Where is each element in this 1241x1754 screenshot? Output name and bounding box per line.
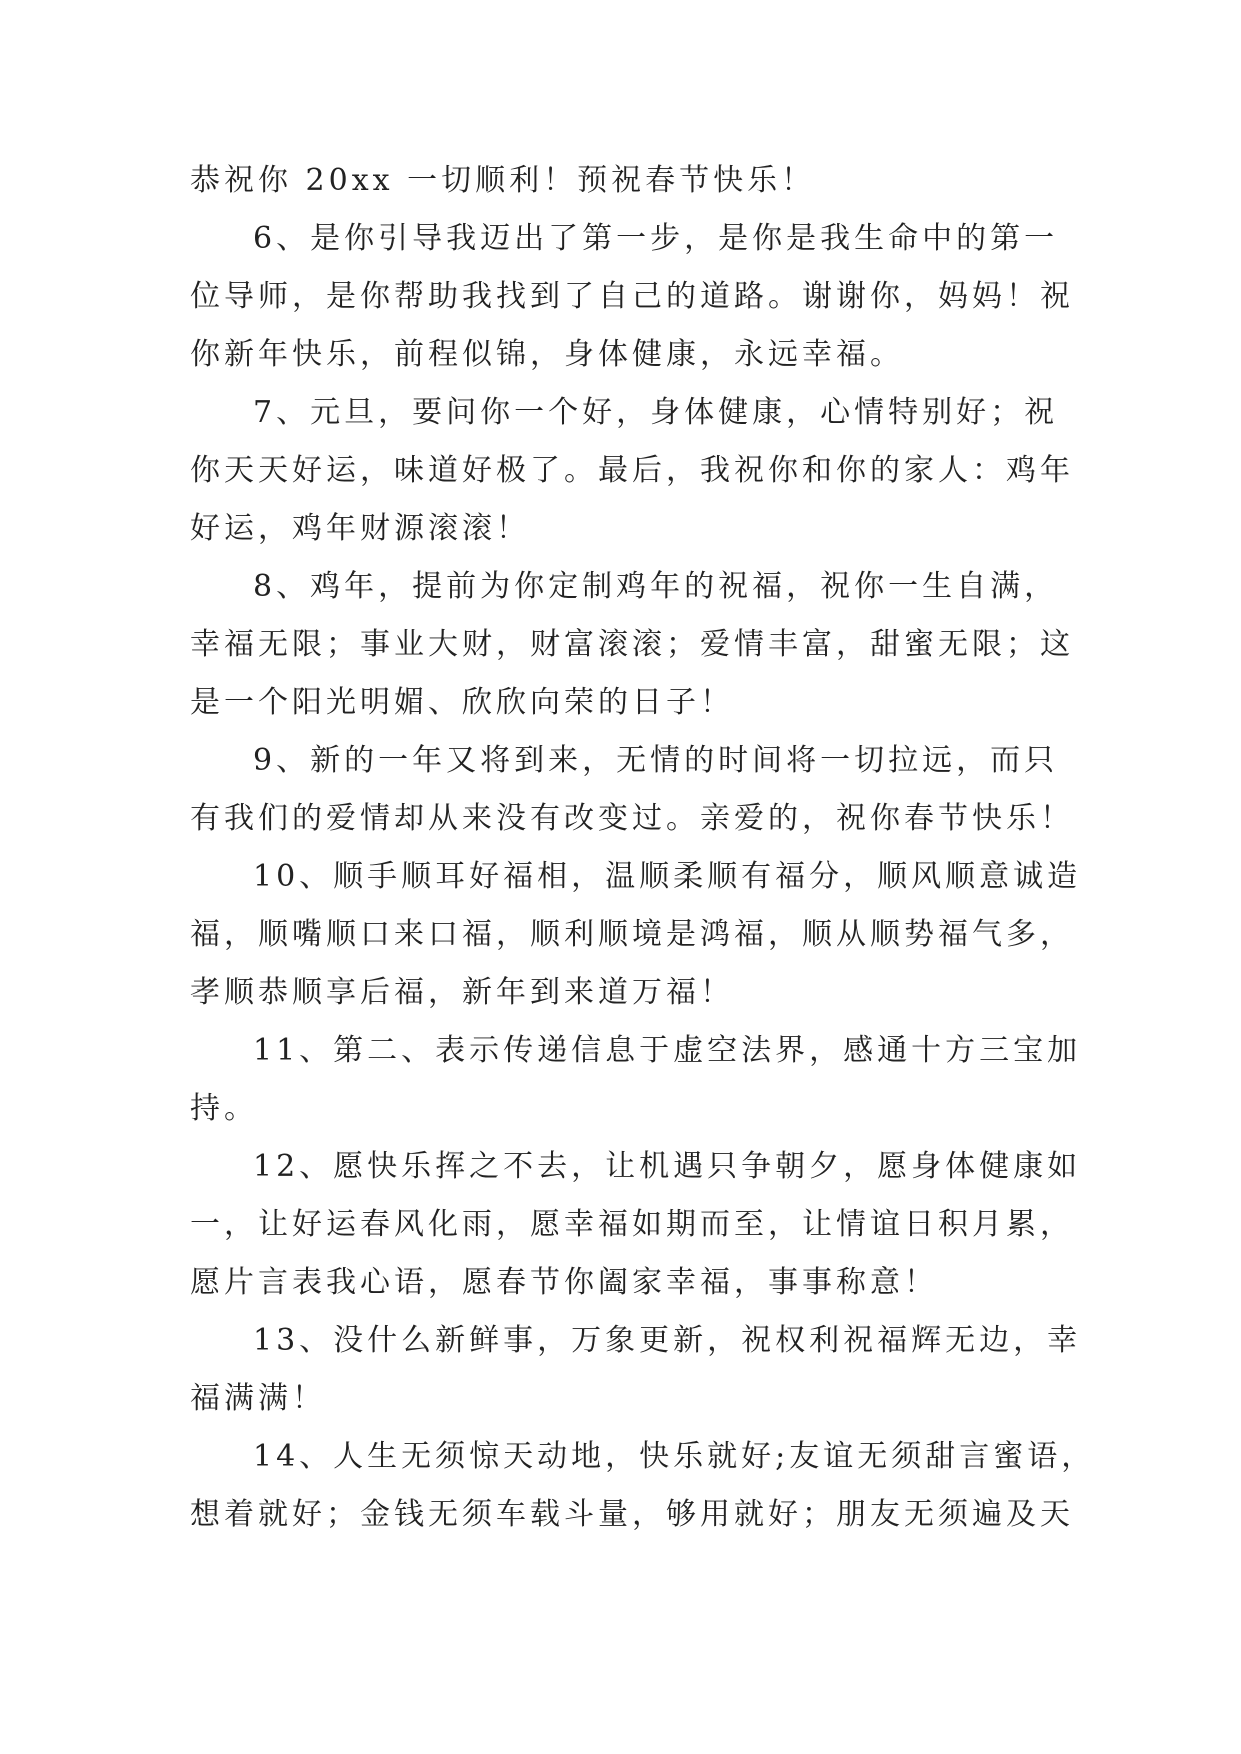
text-line: 位导师，是你帮助我找到了自己的道路。谢谢你，妈妈！祝 — [190, 279, 1074, 314]
text-line: 福满满！ — [190, 1381, 326, 1416]
paragraph-first-line: 9、新的一年又将到来，无情的时间将一切拉远，而只 — [253, 743, 1059, 778]
paragraph-first-line: 7、元旦，要问你一个好，身体健康，心情特别好；祝 — [253, 395, 1059, 430]
text-line: 有我们的爱情却从来没有改变过。亲爱的，祝你春节快乐！ — [190, 801, 1074, 836]
text-line: 幸福无限；事业大财，财富滚滚；爱情丰富，甜蜜无限；这 — [190, 627, 1074, 662]
text-line: 福，顺嘴顺口来口福，顺利顺境是鸿福，顺从顺势福气多， — [190, 917, 1074, 952]
text-line: 持。 — [190, 1091, 258, 1126]
text-line: 是一个阳光明媚、欣欣向荣的日子！ — [190, 685, 734, 720]
paragraph-first-line: 6、是你引导我迈出了第一步，是你是我生命中的第一 — [253, 221, 1059, 256]
text-line: 你新年快乐，前程似锦，身体健康，永远幸福。 — [190, 337, 904, 372]
paragraph-first-line: 10、顺手顺耳好福相，温顺柔顺有福分，顺风顺意诚造 — [253, 859, 1082, 894]
document-body — [190, 152, 1096, 1544]
text-line: 恭祝你 20xx 一切顺利！预祝春节快乐！ — [190, 163, 816, 198]
paragraph-first-line: 11、第二、表示传递信息于虚空法界，感通十方三宝加 — [253, 1033, 1082, 1068]
text-line: 想着就好；金钱无须车载斗量，够用就好；朋友无须遍及天 — [190, 1497, 1074, 1532]
text-line: 一，让好运春风化雨，愿幸福如期而至，让情谊日积月累， — [190, 1207, 1074, 1242]
text-line: 孝顺恭顺享后福，新年到来道万福！ — [190, 975, 734, 1010]
paragraph-first-line: 8、鸡年，提前为你定制鸡年的祝福，祝你一生自满， — [253, 569, 1059, 604]
paragraph-first-line: 14、人生无须惊天动地，快乐就好;友谊无须甜言蜜语， — [253, 1439, 1096, 1474]
text-line: 好运，鸡年财源滚滚！ — [190, 511, 530, 546]
paragraph-first-line: 12、愿快乐挥之不去，让机遇只争朝夕，愿身体健康如 — [253, 1149, 1082, 1184]
text-line: 愿片言表我心语，愿春节你阖家幸福，事事称意！ — [190, 1265, 938, 1300]
text-line: 你天天好运，味道好极了。最后，我祝你和你的家人：鸡年 — [190, 453, 1074, 488]
paragraph-first-line: 13、没什么新鲜事，万象更新，祝权利祝福辉无边，幸 — [253, 1323, 1082, 1358]
